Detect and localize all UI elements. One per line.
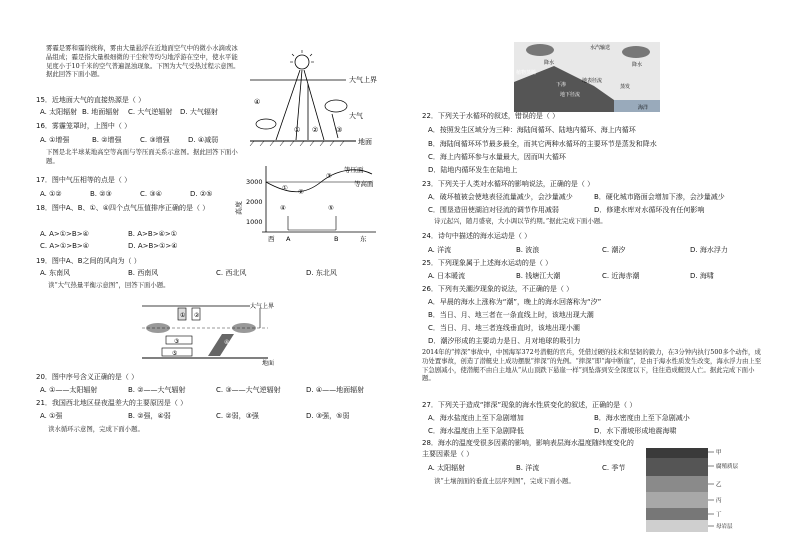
- q17-option-a: A. ①②: [40, 190, 62, 198]
- atmosphere-label: 大气: [349, 112, 363, 120]
- layer-jia: [646, 448, 708, 458]
- q15-option-b: B. 地面辐射: [82, 108, 120, 116]
- svg-text:④: ④: [224, 339, 230, 346]
- label-1: ①: [294, 126, 301, 134]
- intro-paragraph-3: 读“大气热量平衡示意图”，回答下面小题。: [48, 281, 170, 289]
- q26-option-a: A．早晨的海水上涨称为“潮”，晚上的海水回落称为“汐”: [428, 298, 602, 306]
- question-17: 17．图中气压相等的点是（ ）: [36, 176, 132, 184]
- q25-option-c: C. 近海赤潮: [602, 272, 640, 280]
- q18-option-c: C. A>①>B>④: [40, 242, 90, 250]
- svg-text:腐殖质层: 腐殖质层: [716, 464, 739, 470]
- svg-text:下渗: 下渗: [556, 82, 567, 88]
- question-18: 18．图中A、B、①、④四个点气压值排序正确的是（ ）: [36, 204, 210, 212]
- q15-option-a: A. 太阳辐射: [40, 108, 78, 116]
- q21-option-c: C. ②弱，③强: [216, 412, 259, 420]
- question-28: 28．海水的温度受很多因素的影响，影响表层海水温度随纬度变化的主要因素是（ ）: [422, 439, 634, 458]
- intro-paragraph-2: 下图是北半球某地高空等高面与等压面关系示意图。据此回答下面小题。: [46, 148, 238, 165]
- intro-paragraph-6: 2014年的“摔深”事故中，中国海军372号潜艇的官兵，凭借过硬的技术和坚韧的毅力，在3分钟内执行500多个动作，成功处置事故，创造了潜艇史上成功摆脱“摔深”的先例。“摔深”即“海中断崖”，是由于海水性质发生改变，海水浮力由上至下急剧减小，使潜艇不由自主地从“从山顶跌下悬崖一样”到坠落到安全深度以下，往往造成艇毁人亡。据此完成下面小题。: [422, 348, 762, 383]
- point-1: ①: [282, 184, 288, 192]
- question-21: 21．我国西北地区昼夜温差大的主要原因是（ ）: [36, 399, 188, 407]
- layer-ding: [646, 508, 708, 520]
- q18-option-a: A. A>①>B>④: [40, 230, 89, 238]
- q20-option-d: D. ④——地面辐射: [306, 386, 365, 394]
- svg-text:②: ②: [194, 312, 200, 319]
- q16-option-b: B. ②增强: [92, 136, 122, 144]
- heat-balance-diagram: [138, 298, 280, 366]
- layer-bing: [646, 492, 708, 508]
- svg-text:地下径流: 地下径流: [560, 92, 581, 98]
- layer-bedrock: [646, 520, 708, 532]
- isobaric-surface-diagram: [236, 160, 386, 244]
- q19-option-b: B. 西南风: [128, 269, 159, 277]
- intro-paragraph-4: 读水循环示意图，完成下面小题。: [48, 425, 144, 433]
- point-2: ②: [298, 188, 304, 196]
- q16-option-a: A. ①增强: [40, 136, 70, 144]
- svg-text:乙: 乙: [716, 482, 722, 488]
- q19-option-c: C. 西北风: [216, 269, 247, 277]
- q22-option-d: D．陆地内循环发生在陆地上: [428, 166, 518, 174]
- q22-option-b: B．海陆间循环环节最多最全，而其它两种水循环的主要环节是蒸发和降水: [428, 140, 657, 148]
- q28-option-b: B. 洋流: [516, 464, 540, 472]
- arrow-4: [208, 334, 234, 356]
- sun-icon: [295, 55, 309, 69]
- ocean-shape: [614, 100, 660, 112]
- west-label: 西: [268, 235, 275, 243]
- svg-text:蒸发: 蒸发: [620, 84, 631, 90]
- q17-option-b: B. ②③: [90, 190, 112, 198]
- svg-text:③: ③: [174, 338, 180, 345]
- q21-option-b: B. ②强，④弱: [128, 412, 171, 420]
- soil-profile-diagram: [646, 448, 756, 532]
- svg-text:母岩层: 母岩层: [716, 524, 733, 530]
- q20-option-a: A. ①——太阳辐射: [40, 386, 98, 394]
- q27-option-d: D．水下滑坡形成地震海啸: [594, 427, 677, 435]
- svg-text:丙: 丙: [716, 498, 722, 504]
- svg-text:降水: 降水: [632, 62, 643, 68]
- question-20: 20．图中序号含义正确的是（ ）: [36, 373, 139, 381]
- cloud-right-icon: [325, 100, 347, 112]
- question-15: 15．近地面大气的直接热源是（ ）: [36, 96, 146, 104]
- q22-option-a: A．按照发生区域分为三种：海陆间循环、陆地内循环、海上内循环: [428, 126, 636, 134]
- q24-option-d: D. 海水浮力: [690, 246, 728, 254]
- question-24: 24．诗句中描述的海水运动是（ ）: [422, 232, 532, 240]
- q23-option-c: C．围垦造田使湖泊对径流的调节作用减弱: [428, 206, 559, 214]
- ground-label: 地面: [358, 138, 372, 146]
- question-16: 16．雾霾笼罩时，上图中（ ）: [36, 122, 132, 130]
- q23-option-a: A．破坏植被会使地表径流量减少，会沙量减少: [428, 193, 573, 201]
- tick-1000: 1000: [246, 218, 263, 226]
- q27-option-b: B．海水密度由上至下急剧减小: [594, 414, 690, 422]
- q20-option-b: B. ②——大气辐射: [128, 386, 186, 394]
- q17-option-c: C. ③④: [140, 190, 162, 198]
- svg-text:⑤: ⑤: [172, 350, 178, 357]
- ground-label-2: 地面: [262, 360, 275, 367]
- q16-option-d: D. ④减弱: [188, 136, 219, 144]
- q18-option-d: D. A>B>①>④: [128, 242, 178, 250]
- svg-text:地表径流: 地表径流: [582, 78, 603, 84]
- q21-option-d: D. ③强，⑤弱: [306, 412, 350, 420]
- atmosphere-heating-diagram: [246, 44, 388, 148]
- atmosphere-top-label: 大气上界: [349, 76, 377, 84]
- height-axis-label: 高度: [235, 201, 243, 215]
- layer-humus: [646, 458, 708, 476]
- intro-paragraph-5: 诗元起兴，随月盛衰，大小调以节约期。”据此完成下面小题。: [434, 217, 607, 225]
- intro-paragraph-7: 读“土壤剖面的垂直土层序列图”，完成下面小题。: [434, 477, 575, 485]
- atmosphere-top-label-2: 大气上界: [250, 303, 275, 310]
- label-4: ④: [254, 98, 261, 106]
- svg-text:海洋: 海洋: [638, 105, 649, 111]
- q25-option-a: A. 日本暖流: [428, 272, 466, 280]
- label-3: ③: [336, 126, 343, 134]
- q17-option-d: D. ②⑤: [190, 190, 213, 198]
- tick-3000: 3000: [246, 178, 263, 186]
- svg-text:水汽输送: 水汽输送: [590, 45, 611, 51]
- q20-option-c: C. ③——大气逆辐射: [216, 386, 281, 394]
- q24-option-c: C. 潮汐: [602, 246, 626, 254]
- q23-option-b: B．硬化城市路面会增加下渗，会沙量减少: [594, 193, 725, 201]
- point-a-label: A: [286, 235, 291, 243]
- isobar-label: 等压面: [344, 166, 364, 174]
- east-label: 东: [360, 235, 367, 243]
- layer-yi: [646, 476, 708, 492]
- q25-option-b: B. 钱塘江大潮: [516, 272, 561, 280]
- q24-option-a: A. 洋流: [428, 246, 452, 254]
- cloud-left-icon: [526, 44, 554, 56]
- q18-option-b: B. A>B>④>①: [128, 230, 177, 238]
- q28-option-c: C. 季节: [602, 464, 626, 472]
- q27-option-c: C．海水温度由上至下急剧降低: [428, 427, 524, 435]
- question-25: 25．下列现象属于上述海水运动的是（ ）: [422, 259, 553, 267]
- q26-option-d: D．潮汐形成的主要动力是日、月对地球的吸引力: [428, 337, 581, 345]
- point-b-label: B: [334, 235, 339, 243]
- svg-text:降水: 降水: [544, 60, 555, 66]
- svg-text:丁: 丁: [716, 512, 722, 518]
- intro-paragraph-1: 雾霾是雾和霾的统称，雾由大量悬浮在近地面空气中的微小水滴或冰晶组成；霾是指大量极细微的干尘粒等均匀地浮游在空中，使水平能见度小于10千米的空气普遍混浊现象。下图为大气受热过程示意图。据此回答下面小题。: [46, 44, 240, 79]
- label-2: ②: [312, 126, 319, 134]
- point-3: ③: [326, 172, 332, 180]
- tick-2000: 2000: [246, 198, 263, 206]
- cloud-left-icon: [256, 119, 276, 129]
- q15-option-c: C. 大气逆辐射: [128, 108, 173, 116]
- q19-option-a: A. 东南风: [40, 269, 71, 277]
- isohypse-label: 等高面: [354, 180, 374, 188]
- point-5: ⑤: [328, 204, 334, 212]
- svg-text:甲: 甲: [716, 450, 722, 456]
- q28-option-a: A. 太阳辐射: [428, 464, 466, 472]
- q19-option-d: D. 东北风: [306, 269, 337, 277]
- q15-option-d: D. 大气辐射: [180, 108, 218, 116]
- q26-option-c: C．当日、月、地三者连线垂直时，该地出现小潮: [428, 324, 580, 332]
- q26-option-b: B．当日、月、地三者在一条直线上时，该地出现大潮: [428, 311, 594, 319]
- question-19: 19．图中A、B之间的风向为（ ）: [36, 257, 141, 265]
- cloud-right-icon: [622, 46, 650, 58]
- q21-option-a: A. ①强: [40, 412, 63, 420]
- water-cycle-diagram: [514, 42, 660, 112]
- q27-option-a: A．海水盐度由上至下急剧增加: [428, 414, 524, 422]
- svg-text:植物蒸腾: 植物蒸腾: [516, 70, 537, 76]
- point-4: ④: [280, 204, 286, 212]
- question-23: 23．下列关于人类对水循环的影响说法，正确的是（ ）: [422, 180, 595, 188]
- q22-option-c: C．海上内循环参与水量最大，因而叫大循环: [428, 153, 566, 161]
- question-26: 26．下列有关潮汐现象的说法，不正确的是（ ）: [422, 285, 574, 293]
- q16-option-c: C. ③增强: [140, 136, 170, 144]
- question-22: 22．下列关于水循环的叙述，错误的是（ ）: [422, 112, 560, 120]
- q24-option-b: B. 波浪: [516, 246, 540, 254]
- svg-text:①: ①: [180, 312, 186, 319]
- ground-hatch: [250, 141, 344, 146]
- q25-option-d: D. 海啸: [690, 272, 714, 280]
- q23-option-d: D．修建水库对水循环没有任何影响: [594, 206, 705, 214]
- question-27: 27．下列关于造成“摔深”现象的海水性质变化的叙述，正确的是（ ）: [422, 401, 637, 409]
